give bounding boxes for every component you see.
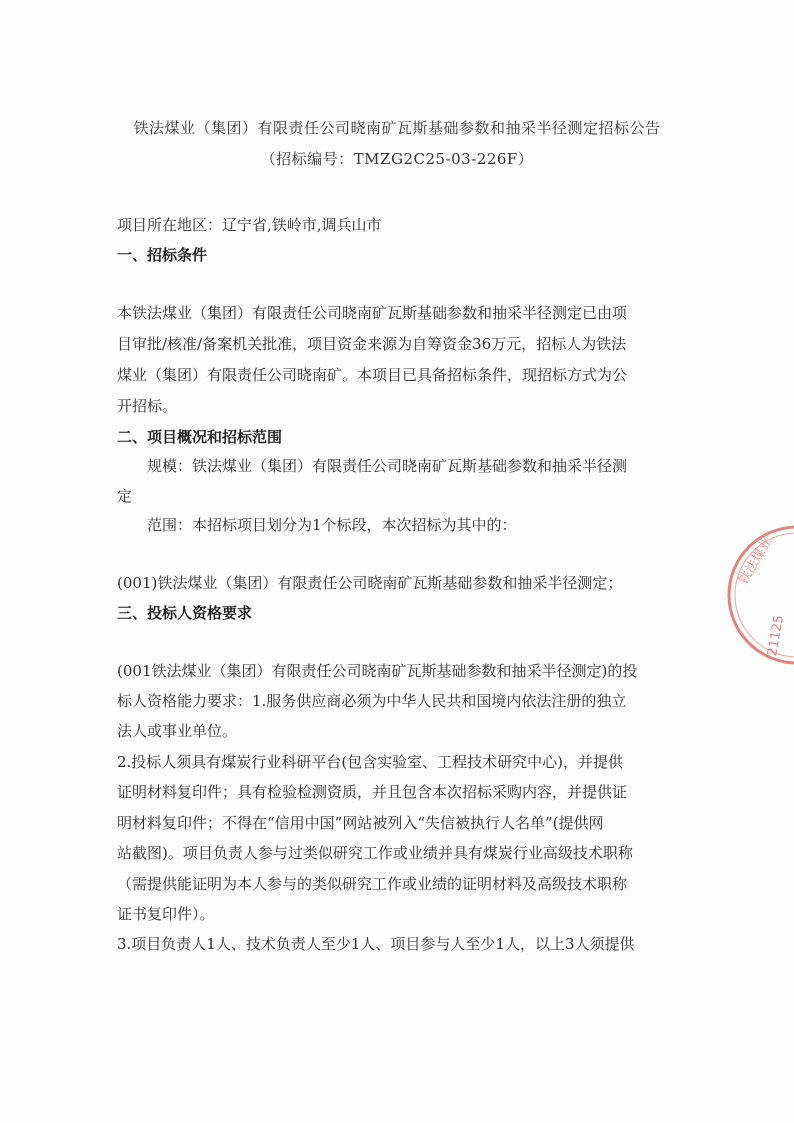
text-line: （需提供能证明为本人参与的类似研究工作或业绩的证明材料及高级技术职称 (117, 875, 628, 893)
text-line: 标人资格能力要求：1.服务供应商必须为中华人民共和国境内依法注册的独立 (117, 692, 627, 710)
text-line: 证明材料复印件；具有检验检测资质，并且包含本次招标采购内容，并提供证 (117, 783, 628, 801)
section-heading-project-overview: 二、项目概况和招标范围 (117, 428, 283, 446)
project-location: 项目所在地区：辽宁省,铁岭市,调兵山市 (117, 216, 382, 234)
text-line: 规模：铁法煤业（集团）有限责任公司晓南矿瓦斯基础参数和抽采半径测 (147, 457, 628, 475)
tender-code: （招标编号：TMZG2C25-03-226F） (260, 150, 534, 168)
section-heading-bidder-qualifications: 三、投标人资格要求 (117, 604, 253, 622)
text-line: 3.项目负责人1人、技术负责人至少1人、项目参与人至少1人，以上3人须提供 (117, 935, 635, 953)
document-title: 铁法煤业（集团）有限责任公司晓南矿瓦斯基础参数和抽采半径测定招标公告 (133, 119, 661, 137)
text-line: 目审批/核准/备案机关批准，项目资金来源为自筹资金36万元，招标人为铁法 (117, 335, 627, 353)
text-line: 开招标。 (117, 397, 178, 415)
lot-item: (001)铁法煤业（集团）有限责任公司晓南矿瓦斯基础参数和抽采半径测定； (117, 574, 623, 592)
paragraph-project-range: 范围：本招标项目划分为1个标段，本次招标为其中的： (147, 516, 517, 534)
text-line: 本铁法煤业（集团）有限责任公司晓南矿瓦斯基础参数和抽采半径测定已由项 (117, 304, 628, 322)
seal-arc-text: 铁法煤业 (736, 534, 776, 588)
official-seal-stamp (722, 520, 794, 670)
text-line: (001铁法煤业（集团）有限责任公司晓南矿瓦斯基础参数和抽采半径测定)的投 (117, 662, 638, 680)
text-line: 法人或事业单位。 (117, 722, 238, 740)
text-line: 证书复印件）。 (117, 905, 215, 923)
text-line: 明材料复印件；不得在“信用中国”网站被列入“失信被执行人名单”(提供网 (117, 814, 604, 832)
text-line: 定 (117, 487, 133, 505)
seal-number: 21125 (765, 614, 788, 658)
text-line: 站截图)。项目负责人参与过类似研究工作或业绩并具有煤炭行业高级技术职称 (117, 844, 633, 862)
text-line: 煤业（集团）有限责任公司晓南矿。本项目已具备招标条件，现招标方式为公 (117, 366, 628, 384)
text-line: 2.投标人须具有煤炭行业科研平台(包含实验室、工程技术研究中心)，并提供 (117, 753, 624, 771)
section-heading-bidding-conditions: 一、招标条件 (117, 246, 208, 264)
